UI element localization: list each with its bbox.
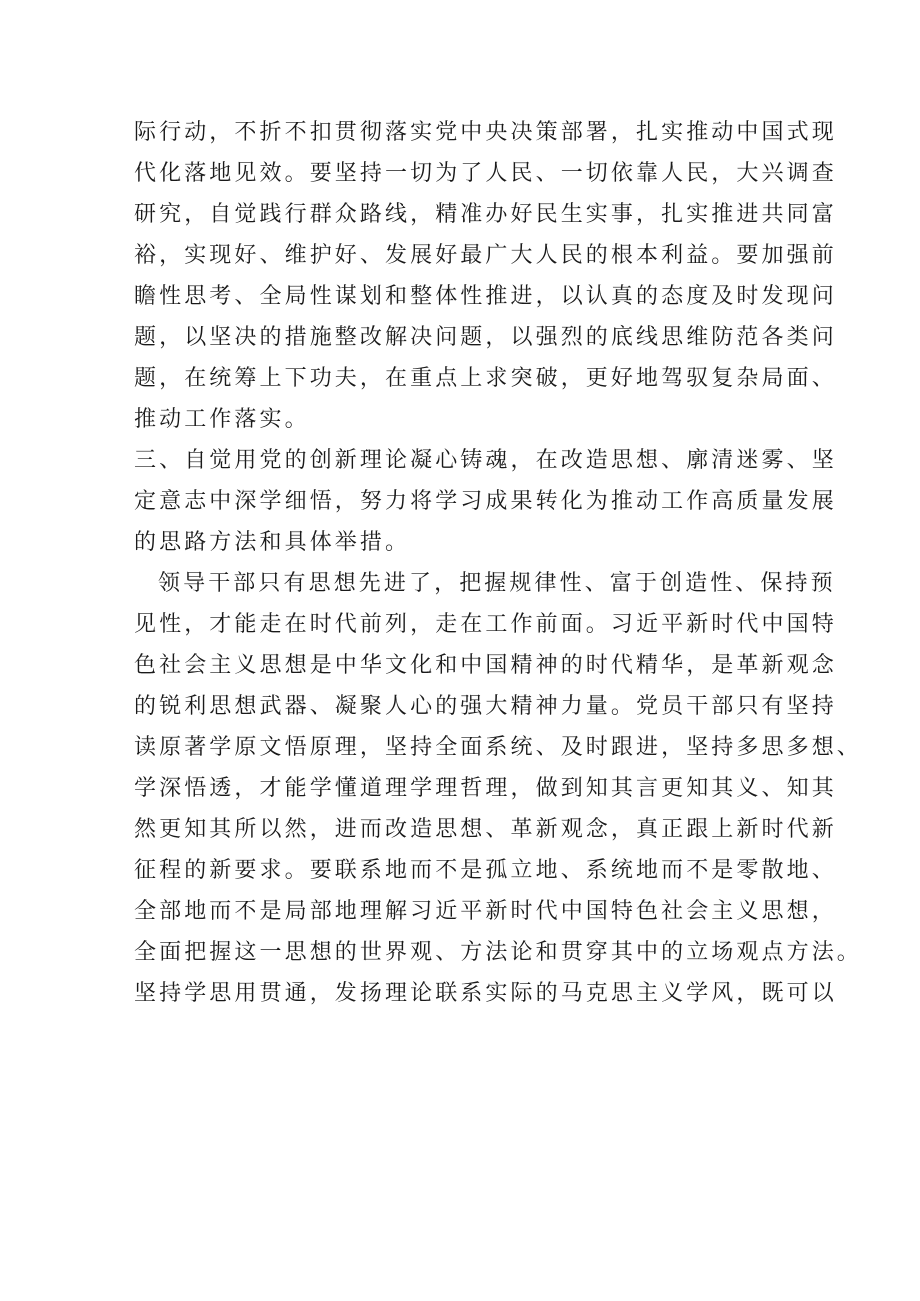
text-line: 全部地而不是局部地理解习近平新时代中国特色社会主义思想， xyxy=(134,899,837,924)
text-line: 读原著学原文悟原理，坚持全面系统、及时跟进，坚持多思多想、 xyxy=(134,735,862,760)
heading-line: 的思路方法和具体举措。 xyxy=(134,530,411,555)
text-line: 瞻性思考、全局性谋划和整体性推进，以认真的态度及时发现问 xyxy=(134,284,837,309)
text-line: 全面把握这一思想的世界观、方法论和贯穿其中的立场观点方法。 xyxy=(134,940,862,965)
text-line: 色社会主义思想是中华文化和中国精神的时代精华，是革新观念 xyxy=(134,653,837,678)
text-line: 裕，实现好、维护好、发展好最广大人民的根本利益。要加强前 xyxy=(134,243,837,268)
text-line: 见性，才能走在时代前列，走在工作前面。习近平新时代中国特 xyxy=(134,612,837,637)
text-line: 的锐利思想武器、凝聚人心的强大精神力量。党员干部只有坚持 xyxy=(134,694,837,719)
section-heading xyxy=(134,440,837,563)
text-line: 题，以坚决的措施整改解决问题，以强烈的底线思维防范各类问 xyxy=(134,325,837,350)
text-line: 学深悟透，才能学懂道理学理哲理，做到知其言更知其义、知其 xyxy=(134,776,837,801)
paragraph-continuation xyxy=(134,112,837,440)
text-line: 研究，自觉践行群众路线，精准办好民生实事，扎实推进共同富 xyxy=(134,202,837,227)
heading-line: 定意志中深学细悟，努力将学习成果转化为推动工作高质量发展 xyxy=(134,489,837,514)
body-paragraph xyxy=(134,563,862,1014)
text-line: 代化落地见效。要坚持一切为了人民、一切依靠人民，大兴调查 xyxy=(134,161,837,186)
text-line: 推动工作落实。 xyxy=(134,407,310,432)
text-line: 际行动，不折不扣贯彻落实党中央决策部署，扎实推动中国式现 xyxy=(134,120,837,145)
text-line: 题，在统筹上下功夫，在重点上求突破，更好地驾驭复杂局面、 xyxy=(134,366,837,391)
text-line: 然更知其所以然，进而改造思想、革新观念，真正跟上新时代新 xyxy=(134,817,837,842)
text-line: 坚持学思用贯通，发扬理论联系实际的马克思主义学风，既可以 xyxy=(134,981,837,1006)
heading-line: 三、自觉用党的创新理论凝心铸魂，在改造思想、廓清迷雾、坚 xyxy=(134,448,837,473)
document-body xyxy=(134,112,862,1014)
text-line: 领导干部只有思想先进了，把握规律性、富于创造性、保持预 xyxy=(158,571,836,596)
text-line: 征程的新要求。要联系地而不是孤立地、系统地而不是零散地、 xyxy=(134,858,837,883)
